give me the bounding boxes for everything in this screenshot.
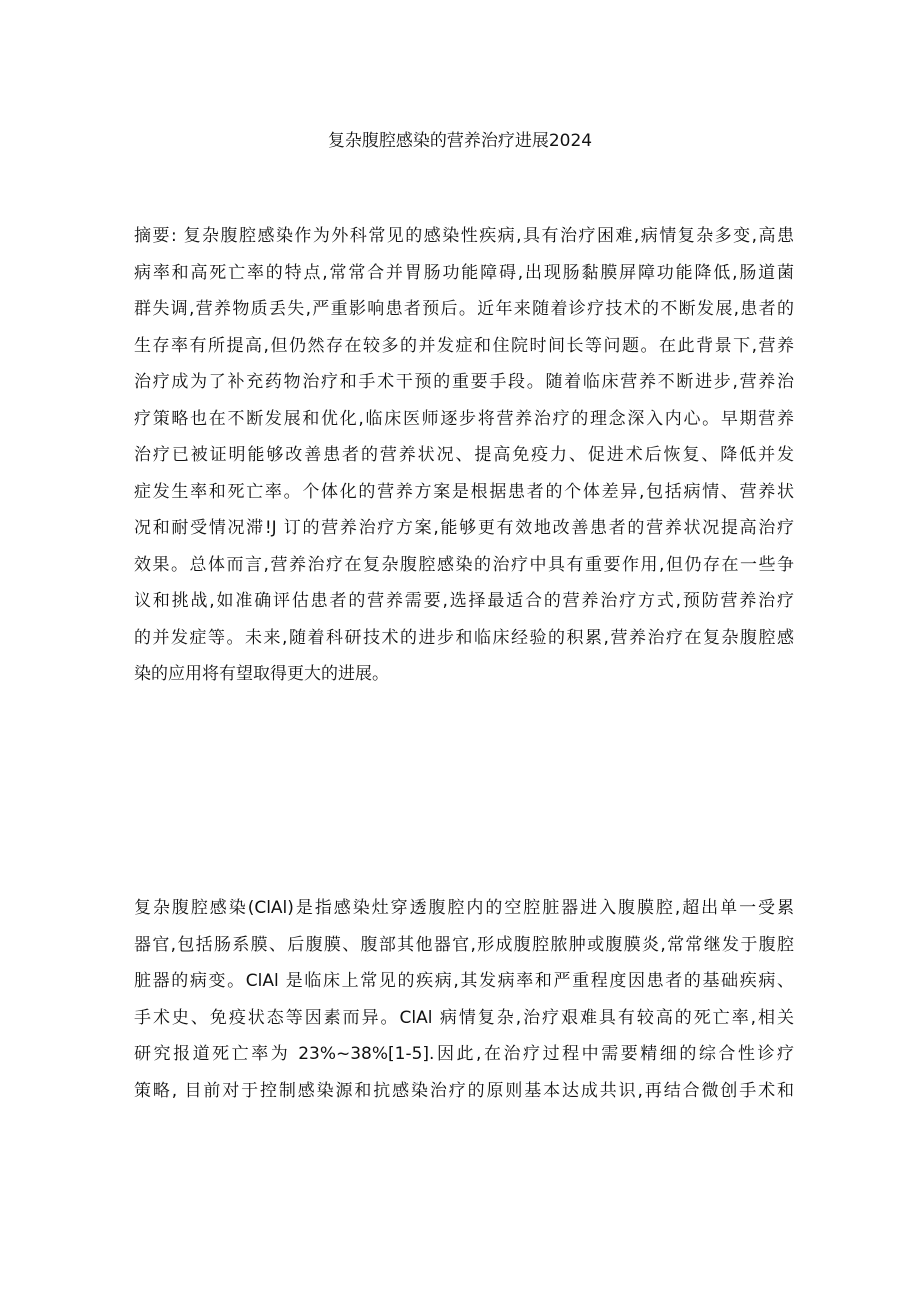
body-line: 策略, 目前对于控制感染源和抗感染治疗的原则基本达成共识,再结合微创手术和: [134, 1080, 794, 1101]
body-line: 脏器的病变。ClAl 是临床上常见的疾病,其发病率和严重程度因患者的基础疾病、: [134, 971, 794, 991]
abstract-line: 染的应用将有望取得更大的进展。: [134, 664, 389, 684]
abstract-line: 疗策略也在不断发展和优化,临床医师逐步将营养治疗的理念深入内心。早期营养: [134, 408, 794, 429]
abstract-line: 效果。总体而言,营养治疗在复杂腹腔感染的治疗中具有重要作用,但仍存在一些争: [134, 554, 794, 575]
document-title: 复杂腹腔感染的营养治疗进展2024: [327, 131, 593, 151]
abstract-line: 况和耐受情况滞!J 订的营养治疗方案,能够更有效地改善患者的营养状况提高治疗: [134, 518, 794, 538]
abstract-line: 生存率有所提高,但仍然存在较多的并发症和住院时间长等问题。在此背景下,营养: [134, 335, 794, 356]
abstract-line: 治疗成为了补充药物治疗和手术干预的重要手段。随着临床营养不断进步,营养治: [134, 372, 794, 392]
body-line: 手术史、免疫状态等因素而异。ClAl 病情复杂,治疗艰难具有较高的死亡率,相关: [134, 1007, 794, 1028]
abstract-line: 治疗已被证明能够改善患者的营养状况、提高免疫力、促进术后恢复、降低并发: [134, 445, 794, 465]
body-line: 研究报道死亡率为 23%~38%[1-5].因此,在治疗过程中需要精细的综合性诊疗: [134, 1044, 794, 1064]
body-line: 复杂腹腔感染(ClAl)是指感染灶穿透腹腔内的空腔脏器进入腹膜腔,超出单一受累: [134, 898, 794, 918]
abstract-line: 症发生率和死亡率。个体化的营养方案是根据患者的个体差异,包括病情、营养状: [134, 481, 794, 502]
abstract-line: 议和挑战,如准确评估患者的营养需要,选择最适合的营养治疗方式,预防营养治疗: [134, 591, 794, 611]
abstract-line: 病率和高死亡率的特点,常常合并胃肠功能障碍,出现肠黏膜屏障功能降低,肠道菌: [134, 262, 794, 283]
abstract-line: 的并发症等。未来,随着科研技术的进步和临床经验的积累,营养治疗在复杂腹腔感: [134, 627, 794, 648]
abstract-line: 群失调,营养物质丢失,严重影响患者预后。近年来随着诊疗技术的不断发展,患者的: [134, 299, 794, 319]
body-paragraph: [134, 890, 794, 1109]
abstract-line: 摘要: 复杂腹腔感染作为外科常见的感染性疾病,具有治疗困难,病情复杂多变,高患: [134, 226, 794, 246]
abstract-paragraph: [134, 218, 794, 693]
body-line: 器官,包括肠系膜、后腹膜、腹部其他器官,形成腹腔脓肿或腹膜炎,常常继发于腹腔: [134, 934, 794, 955]
